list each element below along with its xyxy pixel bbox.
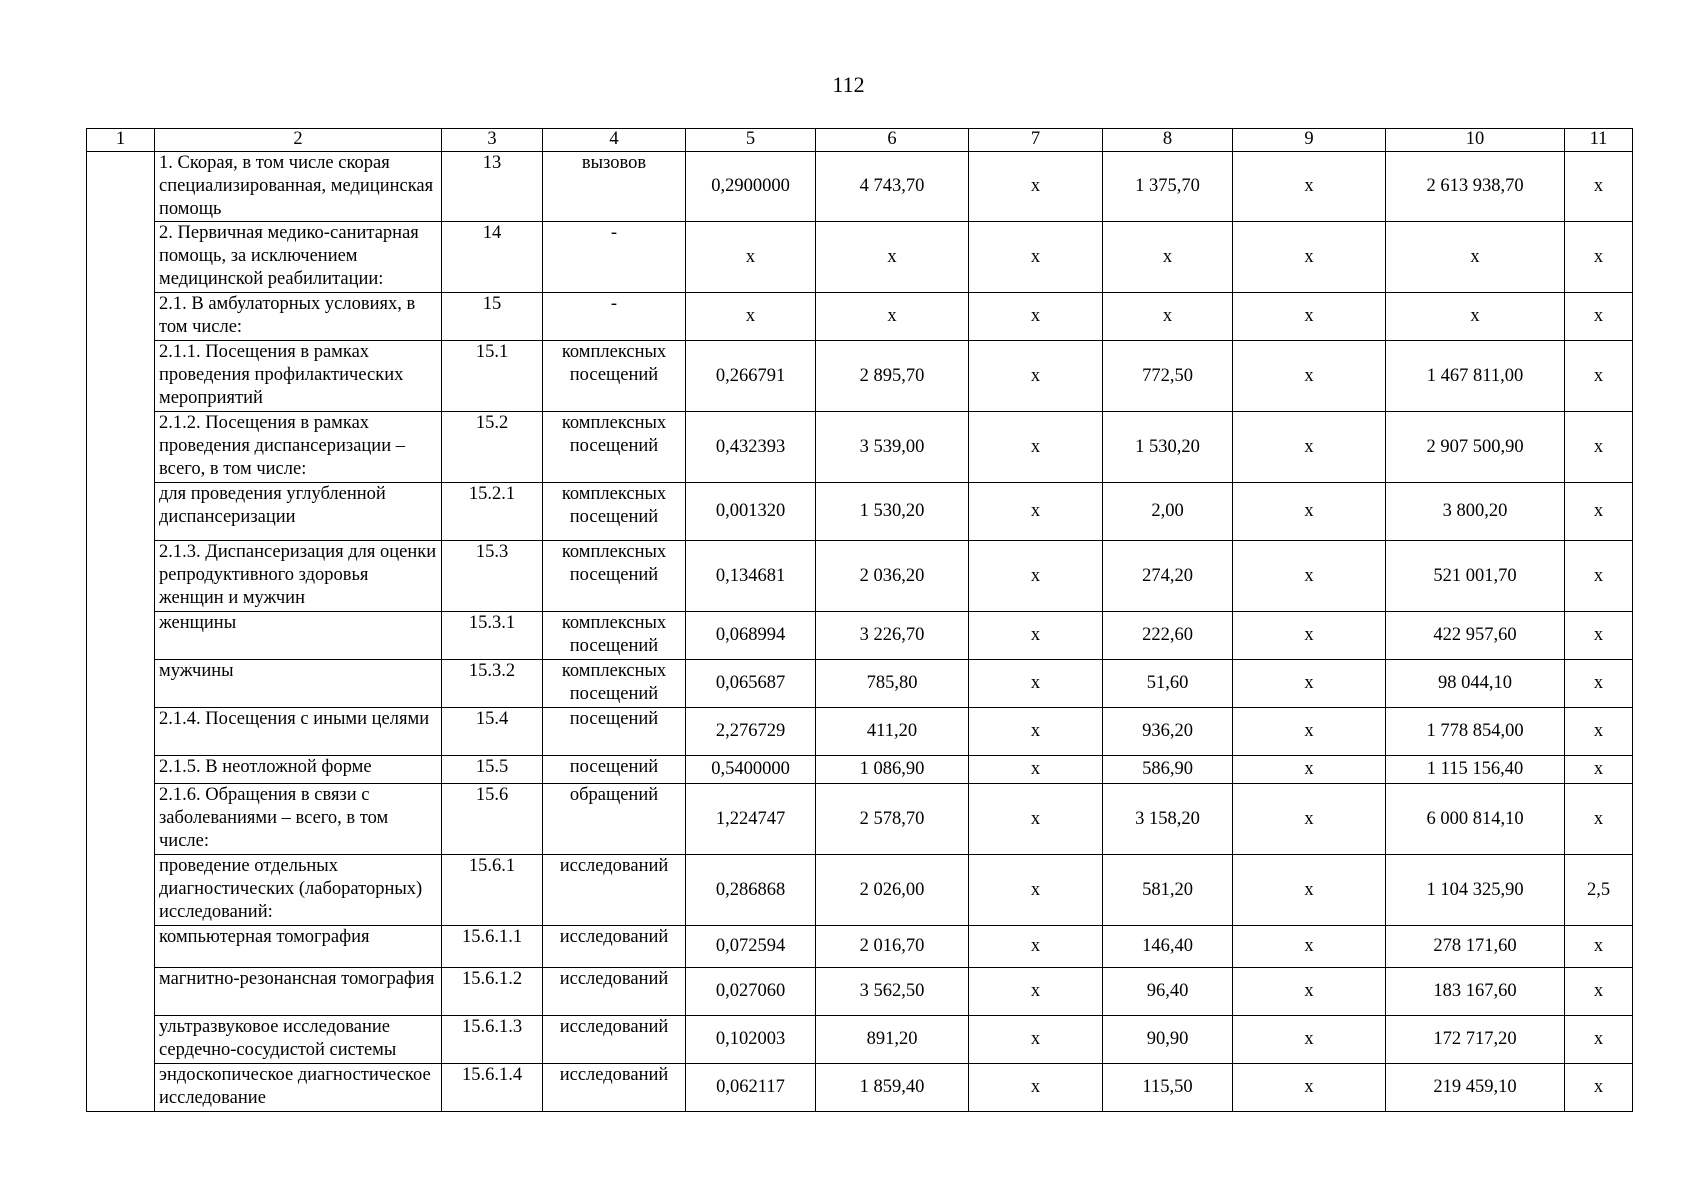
row-code-cell: 15.5 (442, 756, 543, 784)
row-code-cell: 15.6.1.2 (442, 968, 543, 1016)
value-cell-c11: х (1565, 152, 1633, 222)
value-cell-c9: х (1233, 926, 1386, 968)
value-cell-c10: х (1386, 293, 1565, 341)
value-cell-c7: х (969, 660, 1103, 708)
value-cell-c9: х (1233, 293, 1386, 341)
value-cell-c6: х (816, 293, 969, 341)
value-cell-c6: 1 530,20 (816, 483, 969, 541)
value-cell-c7: х (969, 968, 1103, 1016)
value-cell-c7: х (969, 708, 1103, 756)
row-name-cell: 2.1. В амбулаторных условиях, в том числе: (155, 293, 442, 341)
table-row (87, 483, 1633, 541)
value-cell-c11: х (1565, 756, 1633, 784)
value-cell-c10: 2 907 500,90 (1386, 412, 1565, 483)
row-name-cell: 2. Первичная медико-санитарная помощь, за исключением медицинской реабилитации: (155, 222, 442, 293)
row-code-cell: 15.3.1 (442, 612, 543, 660)
value-cell-c10: 1 778 854,00 (1386, 708, 1565, 756)
data-table (86, 128, 1633, 1112)
column-header: 5 (686, 129, 816, 152)
row-code-cell: 15.1 (442, 341, 543, 412)
value-cell-c10: 278 171,60 (1386, 926, 1565, 968)
value-cell-c9: х (1233, 968, 1386, 1016)
value-cell-c9: х (1233, 341, 1386, 412)
value-cell-c11: х (1565, 926, 1633, 968)
value-cell-c9: х (1233, 660, 1386, 708)
value-cell-c6: 411,20 (816, 708, 969, 756)
value-cell-c5: 0,5400000 (686, 756, 816, 784)
value-cell-c8: 96,40 (1103, 968, 1233, 1016)
value-cell-c7: х (969, 541, 1103, 612)
row-code-cell: 15.3.2 (442, 660, 543, 708)
value-cell-c6: 4 743,70 (816, 152, 969, 222)
column-header: 4 (543, 129, 686, 152)
value-cell-c10: 1 467 811,00 (1386, 341, 1565, 412)
value-cell-c8: 772,50 (1103, 341, 1233, 412)
value-cell-c5: х (686, 293, 816, 341)
value-cell-c8: 936,20 (1103, 708, 1233, 756)
row-name-cell: 2.1.3. Диспансеризация для оценки репродуктивного здоровья женщин и мужчин (155, 541, 442, 612)
value-cell-c11: х (1565, 612, 1633, 660)
column-1-cell (87, 152, 155, 1112)
value-cell-c7: х (969, 1016, 1103, 1064)
row-unit-cell: комплексных посещений (543, 483, 686, 541)
value-cell-c9: х (1233, 222, 1386, 293)
table-row (87, 341, 1633, 412)
value-cell-c9: х (1233, 483, 1386, 541)
value-cell-c10: 521 001,70 (1386, 541, 1565, 612)
table-row (87, 855, 1633, 926)
row-name-cell: эндоскопическое диагностическое исследование (155, 1064, 442, 1112)
value-cell-c11: х (1565, 483, 1633, 541)
table-row (87, 708, 1633, 756)
value-cell-c8: 586,90 (1103, 756, 1233, 784)
value-cell-c6: 2 895,70 (816, 341, 969, 412)
table-row (87, 926, 1633, 968)
value-cell-c7: х (969, 341, 1103, 412)
value-cell-c7: х (969, 412, 1103, 483)
column-header: 9 (1233, 129, 1386, 152)
value-cell-c11: х (1565, 541, 1633, 612)
table-row (87, 412, 1633, 483)
row-unit-cell: - (543, 293, 686, 341)
row-name-cell: для проведения углубленной диспансеризации (155, 483, 442, 541)
value-cell-c11: х (1565, 708, 1633, 756)
value-cell-c11: х (1565, 968, 1633, 1016)
value-cell-c5: 0,068994 (686, 612, 816, 660)
table-row (87, 222, 1633, 293)
value-cell-c11: х (1565, 1016, 1633, 1064)
row-unit-cell: - (543, 222, 686, 293)
row-name-cell: мужчины (155, 660, 442, 708)
value-cell-c5: 0,001320 (686, 483, 816, 541)
value-cell-c9: х (1233, 708, 1386, 756)
table-row (87, 612, 1633, 660)
value-cell-c6: 3 539,00 (816, 412, 969, 483)
row-name-cell: 2.1.4. Посещения с иными целями (155, 708, 442, 756)
value-cell-c5: 0,062117 (686, 1064, 816, 1112)
value-cell-c9: х (1233, 855, 1386, 926)
value-cell-c8: 222,60 (1103, 612, 1233, 660)
value-cell-c10: 98 044,10 (1386, 660, 1565, 708)
value-cell-c10: 172 717,20 (1386, 1016, 1565, 1064)
value-cell-c8: х (1103, 293, 1233, 341)
row-unit-cell: посещений (543, 756, 686, 784)
value-cell-c10: 422 957,60 (1386, 612, 1565, 660)
value-cell-c6: 2 036,20 (816, 541, 969, 612)
row-name-cell: магнитно-резонансная томография (155, 968, 442, 1016)
value-cell-c7: х (969, 222, 1103, 293)
value-cell-c8: 1 530,20 (1103, 412, 1233, 483)
value-cell-c6: 2 016,70 (816, 926, 969, 968)
value-cell-c10: 219 459,10 (1386, 1064, 1565, 1112)
row-code-cell: 15.2.1 (442, 483, 543, 541)
row-code-cell: 14 (442, 222, 543, 293)
row-code-cell: 15.3 (442, 541, 543, 612)
value-cell-c10: 6 000 814,10 (1386, 784, 1565, 855)
value-cell-c11: 2,5 (1565, 855, 1633, 926)
value-cell-c10: 2 613 938,70 (1386, 152, 1565, 222)
value-cell-c9: х (1233, 412, 1386, 483)
value-cell-c7: х (969, 855, 1103, 926)
table-row (87, 968, 1633, 1016)
column-header: 1 (87, 129, 155, 152)
value-cell-c5: 1,224747 (686, 784, 816, 855)
value-cell-c6: 785,80 (816, 660, 969, 708)
column-header: 6 (816, 129, 969, 152)
row-name-cell: компьютерная томография (155, 926, 442, 968)
value-cell-c5: 0,286868 (686, 855, 816, 926)
value-cell-c8: 115,50 (1103, 1064, 1233, 1112)
value-cell-c6: 2 578,70 (816, 784, 969, 855)
value-cell-c11: х (1565, 660, 1633, 708)
value-cell-c8: 2,00 (1103, 483, 1233, 541)
table-row (87, 293, 1633, 341)
value-cell-c10: х (1386, 222, 1565, 293)
value-cell-c6: х (816, 222, 969, 293)
value-cell-c9: х (1233, 784, 1386, 855)
row-unit-cell: исследований (543, 1064, 686, 1112)
table-row (87, 1016, 1633, 1064)
value-cell-c11: х (1565, 412, 1633, 483)
value-cell-c7: х (969, 612, 1103, 660)
value-cell-c7: х (969, 483, 1103, 541)
row-unit-cell: комплексных посещений (543, 341, 686, 412)
row-name-cell: ультразвуковое исследование сердечно-сосудистой системы (155, 1016, 442, 1064)
row-code-cell: 15.6.1.4 (442, 1064, 543, 1112)
value-cell-c6: 1 859,40 (816, 1064, 969, 1112)
column-header: 2 (155, 129, 442, 152)
row-code-cell: 15 (442, 293, 543, 341)
column-header: 11 (1565, 129, 1633, 152)
page-number: 112 (832, 72, 865, 97)
column-header: 10 (1386, 129, 1565, 152)
row-unit-cell: комплексных посещений (543, 660, 686, 708)
value-cell-c6: 2 026,00 (816, 855, 969, 926)
row-code-cell: 15.2 (442, 412, 543, 483)
value-cell-c5: 0,065687 (686, 660, 816, 708)
value-cell-c6: 891,20 (816, 1016, 969, 1064)
value-cell-c6: 3 562,50 (816, 968, 969, 1016)
value-cell-c7: х (969, 756, 1103, 784)
value-cell-c5: 0,027060 (686, 968, 816, 1016)
value-cell-c7: х (969, 926, 1103, 968)
row-unit-cell: обращений (543, 784, 686, 855)
value-cell-c9: х (1233, 541, 1386, 612)
value-cell-c7: х (969, 784, 1103, 855)
value-cell-c7: х (969, 293, 1103, 341)
value-cell-c5: х (686, 222, 816, 293)
row-code-cell: 15.6.1.3 (442, 1016, 543, 1064)
value-cell-c7: х (969, 1064, 1103, 1112)
value-cell-c9: х (1233, 756, 1386, 784)
value-cell-c5: 0,102003 (686, 1016, 816, 1064)
row-code-cell: 15.6.1 (442, 855, 543, 926)
table-row (87, 660, 1633, 708)
row-name-cell: проведение отдельных диагностических (лабораторных) исследований: (155, 855, 442, 926)
value-cell-c8: 274,20 (1103, 541, 1233, 612)
row-name-cell: женщины (155, 612, 442, 660)
value-cell-c6: 3 226,70 (816, 612, 969, 660)
value-cell-c10: 1 115 156,40 (1386, 756, 1565, 784)
row-name-cell: 2.1.5. В неотложной форме (155, 756, 442, 784)
value-cell-c8: х (1103, 222, 1233, 293)
value-cell-c5: 0,2900000 (686, 152, 816, 222)
value-cell-c5: 0,072594 (686, 926, 816, 968)
value-cell-c8: 51,60 (1103, 660, 1233, 708)
value-cell-c10: 1 104 325,90 (1386, 855, 1565, 926)
value-cell-c8: 1 375,70 (1103, 152, 1233, 222)
row-name-cell: 2.1.2. Посещения в рамках проведения диспансеризации – всего, в том числе: (155, 412, 442, 483)
column-header: 7 (969, 129, 1103, 152)
row-unit-cell: исследований (543, 855, 686, 926)
value-cell-c11: х (1565, 293, 1633, 341)
value-cell-c9: х (1233, 1016, 1386, 1064)
value-cell-c11: х (1565, 341, 1633, 412)
value-cell-c5: 0,134681 (686, 541, 816, 612)
row-unit-cell: посещений (543, 708, 686, 756)
value-cell-c5: 0,266791 (686, 341, 816, 412)
value-cell-c8: 90,90 (1103, 1016, 1233, 1064)
value-cell-c8: 146,40 (1103, 926, 1233, 968)
table-row (87, 756, 1633, 784)
row-code-cell: 15.4 (442, 708, 543, 756)
value-cell-c5: 0,432393 (686, 412, 816, 483)
column-header: 3 (442, 129, 543, 152)
value-cell-c9: х (1233, 152, 1386, 222)
value-cell-c6: 1 086,90 (816, 756, 969, 784)
row-unit-cell: вызовов (543, 152, 686, 222)
row-unit-cell: комплексных посещений (543, 412, 686, 483)
row-code-cell: 15.6 (442, 784, 543, 855)
value-cell-c10: 183 167,60 (1386, 968, 1565, 1016)
row-name-cell: 1. Скорая, в том числе скорая специализированная, медицинская помощь (155, 152, 442, 222)
value-cell-c11: х (1565, 1064, 1633, 1112)
value-cell-c9: х (1233, 612, 1386, 660)
value-cell-c5: 2,276729 (686, 708, 816, 756)
row-unit-cell: исследований (543, 968, 686, 1016)
table-row (87, 784, 1633, 855)
table-row (87, 1064, 1633, 1112)
row-name-cell: 2.1.1. Посещения в рамках проведения профилактических мероприятий (155, 341, 442, 412)
column-header: 8 (1103, 129, 1233, 152)
value-cell-c11: х (1565, 784, 1633, 855)
row-unit-cell: комплексных посещений (543, 541, 686, 612)
table-row (87, 541, 1633, 612)
value-cell-c8: 3 158,20 (1103, 784, 1233, 855)
table-row (87, 152, 1633, 222)
value-cell-c11: х (1565, 222, 1633, 293)
value-cell-c7: х (969, 152, 1103, 222)
value-cell-c9: х (1233, 1064, 1386, 1112)
row-name-cell: 2.1.6. Обращения в связи с заболеваниями – всего, в том числе: (155, 784, 442, 855)
value-cell-c8: 581,20 (1103, 855, 1233, 926)
row-code-cell: 13 (442, 152, 543, 222)
row-code-cell: 15.6.1.1 (442, 926, 543, 968)
row-unit-cell: комплексных посещений (543, 612, 686, 660)
row-unit-cell: исследований (543, 1016, 686, 1064)
column-number-row (87, 129, 1633, 152)
value-cell-c10: 3 800,20 (1386, 483, 1565, 541)
row-unit-cell: исследований (543, 926, 686, 968)
